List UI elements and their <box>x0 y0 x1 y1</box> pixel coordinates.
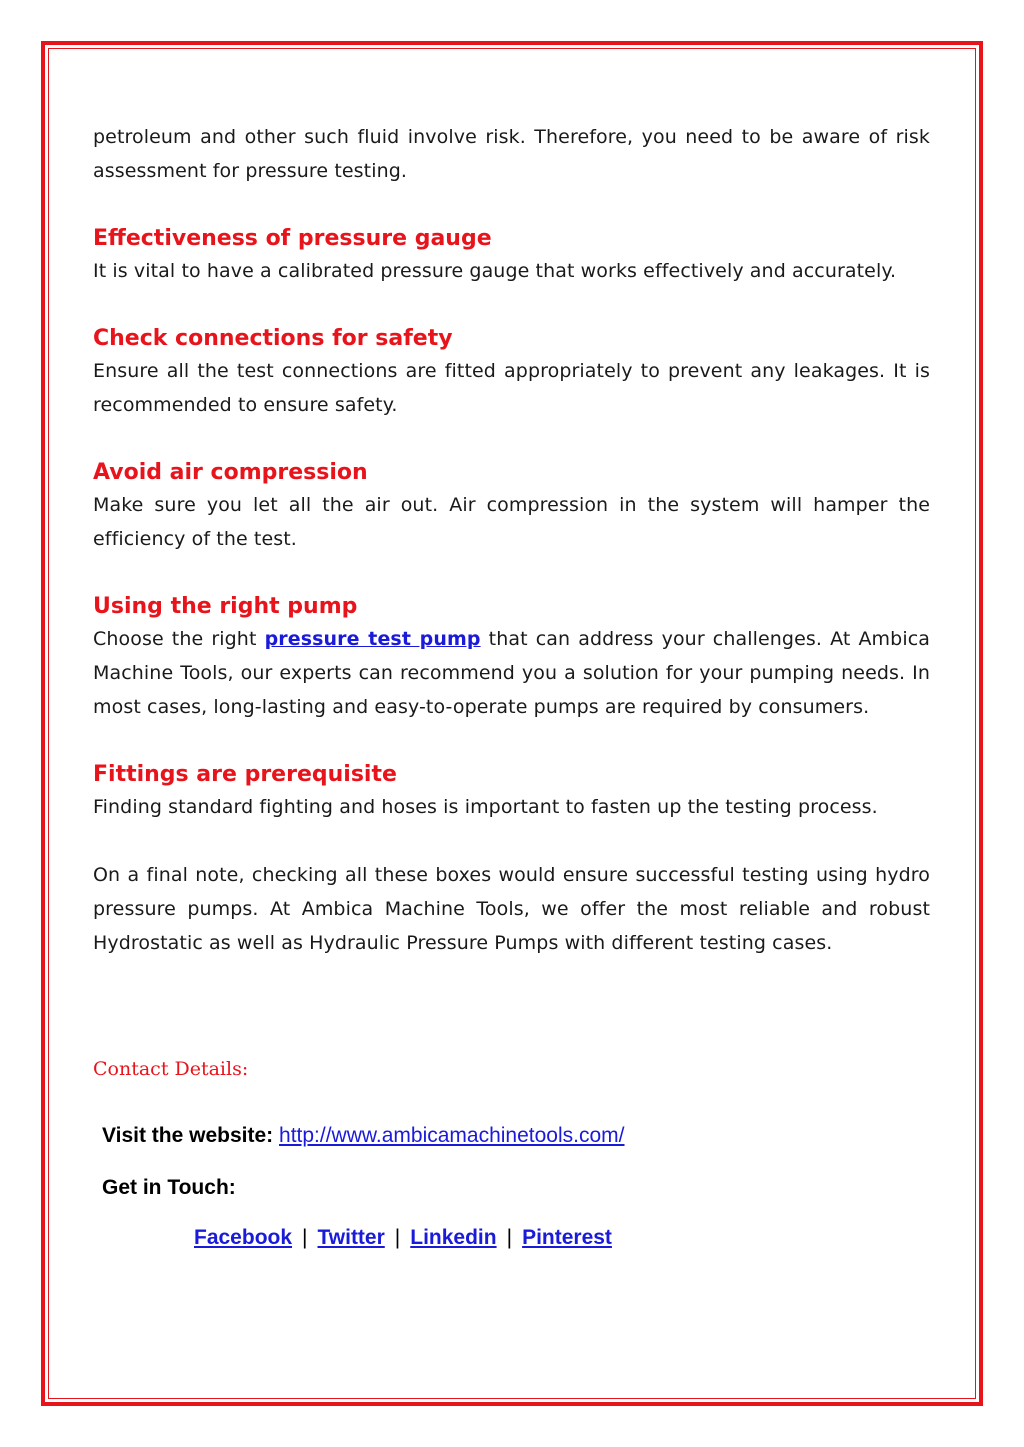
separator: | <box>506 1226 513 1249</box>
section-body-pump <box>93 622 930 724</box>
website-line <box>102 1124 625 1148</box>
pressure-test-pump-link[interactable]: pressure test pump <box>264 628 481 650</box>
section-heading-gauge: Effectiveness of pressure gauge <box>93 226 492 251</box>
conclusion-paragraph: On a final note, checking all these boxes would ensure successful testing using hydro pressure pumps. At Ambica Machine Tools, we offer the most reliable and robust Hydrostatic as well as Hydraulic Pressure Pumps with different testing cases. <box>93 864 930 954</box>
contact-title: Contact Details: <box>93 1058 249 1080</box>
intro-paragraph: petroleum and other such fluid involve risk. Therefore, you need to be aware of risk assessment for pressure testing. <box>93 126 930 182</box>
section-body-air: Make sure you let all the air out. Air compression in the system will hamper the efficiency of the test. <box>93 494 930 550</box>
section-heading-air: Avoid air compression <box>93 460 368 485</box>
social-links <box>194 1226 612 1250</box>
article-content <box>93 120 930 960</box>
section-body-gauge: It is vital to have a calibrated pressure gauge that works effectively and accurately. <box>93 260 897 282</box>
section-body-fittings: Finding standard fighting and hoses is important to fasten up the testing process. <box>93 796 878 818</box>
twitter-link[interactable]: Twitter <box>317 1226 385 1249</box>
separator: | <box>302 1226 308 1249</box>
pump-body-before: Choose the right <box>93 628 265 650</box>
website-link[interactable]: http://www.ambicamachinetools.com/ <box>279 1124 625 1147</box>
separator: | <box>394 1226 401 1249</box>
section-heading-fittings: Fittings are prerequisite <box>93 762 397 787</box>
get-in-touch-line <box>102 1176 236 1200</box>
pinterest-link[interactable]: Pinterest <box>522 1226 612 1249</box>
facebook-link[interactable]: Facebook <box>194 1226 293 1249</box>
section-body-connections: Ensure all the test connections are fitted appropriately to prevent any leakages. It is recommended to ensure safety. <box>93 360 930 416</box>
get-in-touch-label: Get in Touch: <box>102 1176 236 1199</box>
section-heading-connections: Check connections for safety <box>93 326 453 351</box>
pump-body-after: that can address your challenges. At Ambica Machine Tools, our experts can recommend you a solution for your pumping needs. In most cases, long-lasting and easy-to-operate pumps are required by consumers. <box>93 628 930 718</box>
website-label: Visit the website: <box>102 1124 274 1147</box>
section-heading-pump: Using the right pump <box>93 594 358 619</box>
linkedin-link[interactable]: Linkedin <box>410 1226 497 1249</box>
